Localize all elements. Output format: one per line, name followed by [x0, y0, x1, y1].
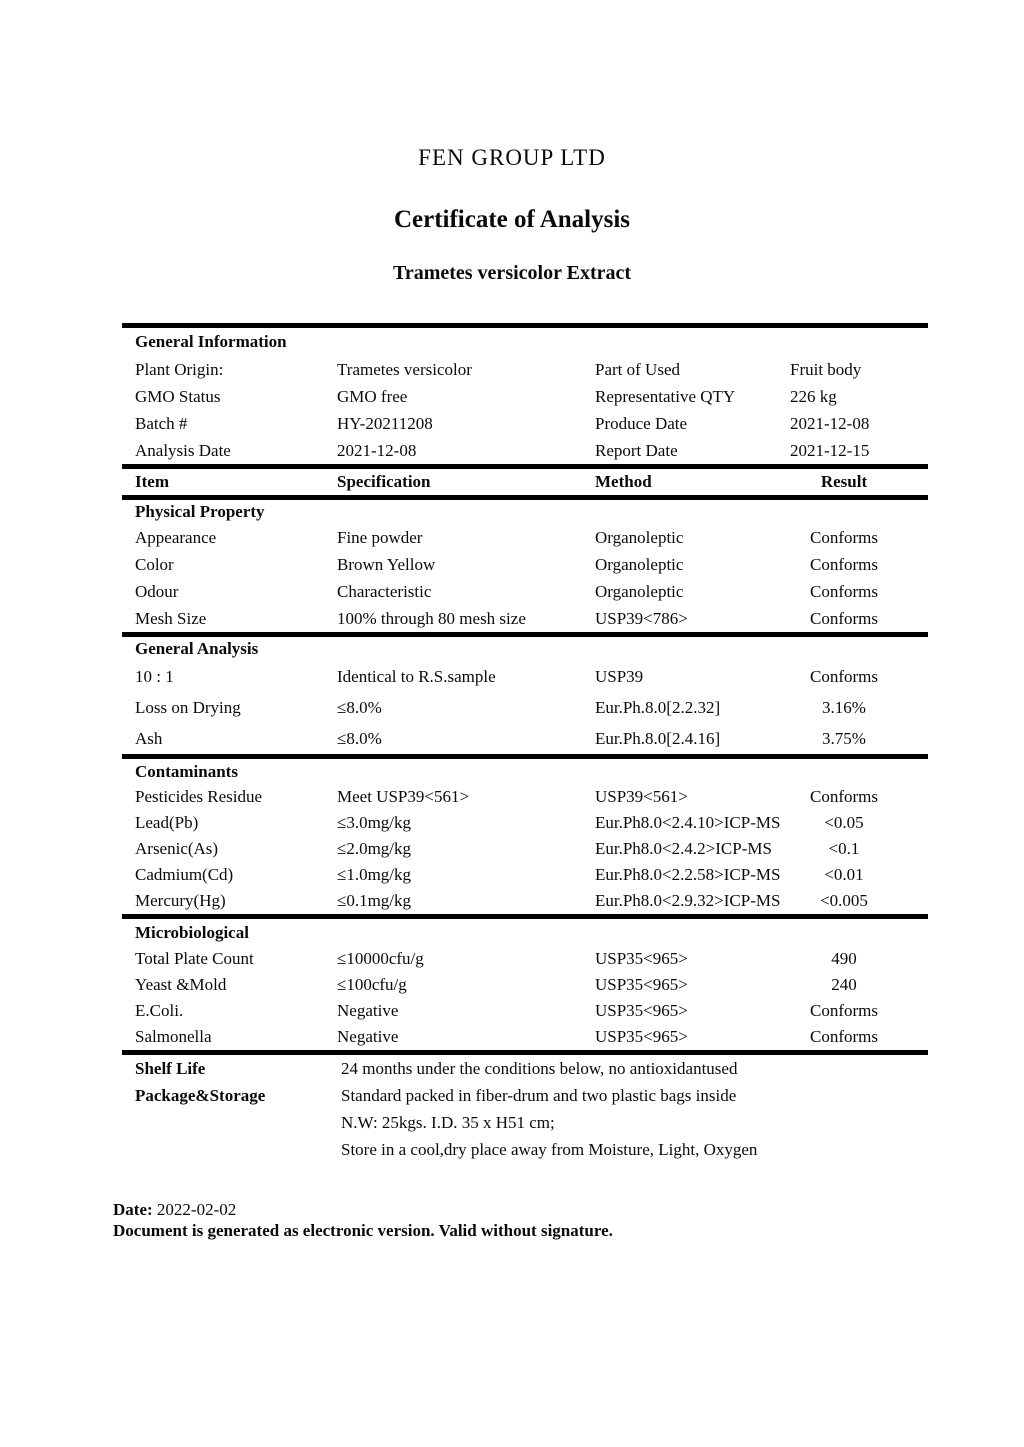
info-value: 226 kg	[790, 386, 837, 406]
table-row	[122, 551, 928, 578]
method-cell: USP35<965>	[595, 1027, 688, 1046]
spec-cell: ≤2.0mg/kg	[337, 839, 412, 858]
spec-cell: Negative	[337, 1001, 399, 1020]
method-cell: Eur.Ph8.0<2.2.58>ICP-MS	[595, 865, 781, 884]
validity-note: Document is generated as electronic version. Valid without signature.	[113, 1221, 613, 1240]
table-row	[122, 946, 928, 972]
spec-cell: Negative	[337, 1027, 399, 1046]
info-value: Trametes versicolor	[337, 359, 472, 379]
result-cell: <0.005	[820, 891, 868, 910]
table-row	[122, 524, 928, 551]
section-title-general-information: General Information	[135, 332, 287, 351]
company-name: FEN GROUP LTD	[418, 145, 606, 170]
info-value: 2021-12-15	[790, 440, 870, 460]
method-cell: Eur.Ph.8.0[2.4.16]	[595, 728, 721, 748]
item-cell: Cadmium(Cd)	[135, 865, 234, 884]
table-row	[122, 998, 928, 1024]
result-cell: Conforms	[810, 1027, 878, 1046]
spec-cell: ≤1.0mg/kg	[337, 865, 412, 884]
table-row	[122, 784, 928, 810]
method-cell: Eur.Ph.8.0[2.2.32]	[595, 697, 721, 717]
result-cell: Conforms	[810, 608, 878, 628]
info-label: Analysis Date	[135, 440, 231, 460]
general-info-row	[122, 410, 928, 437]
info-value: HY-20211208	[337, 413, 433, 433]
info-value: 2021-12-08	[337, 440, 417, 460]
info-label: GMO Status	[135, 386, 221, 406]
package-storage-row	[122, 1082, 928, 1109]
footer	[113, 1199, 1024, 1241]
method-cell: USP39	[595, 666, 644, 686]
info-label: Produce Date	[595, 413, 688, 433]
column-header-method: Method	[595, 472, 652, 491]
result-cell: Conforms	[810, 1001, 878, 1020]
table-row	[122, 972, 928, 998]
date-label: Date:	[113, 1200, 153, 1219]
item-cell: Total Plate Count	[135, 949, 254, 968]
item-cell: Mercury(Hg)	[135, 891, 226, 910]
spec-cell: Characteristic	[337, 581, 432, 601]
method-cell: Eur.Ph8.0<2.4.2>ICP-MS	[595, 839, 772, 858]
general-info-row	[122, 437, 928, 464]
item-cell: Salmonella	[135, 1027, 212, 1046]
table-row	[122, 723, 928, 754]
method-cell: USP35<965>	[595, 1001, 688, 1020]
info-label: Report Date	[595, 440, 678, 460]
product-name: Trametes versicolor Extract	[392, 262, 632, 284]
info-label: Plant Origin:	[135, 359, 224, 379]
package-storage-line: Standard packed in fiber-drum and two plastic bags inside	[341, 1085, 737, 1105]
result-cell: Conforms	[810, 787, 878, 806]
item-cell: Arsenic(As)	[135, 839, 219, 858]
method-cell: USP35<965>	[595, 949, 688, 968]
item-cell: Yeast &Mold	[135, 975, 227, 994]
method-cell: USP39<561>	[595, 787, 688, 806]
result-cell: 490	[831, 949, 857, 968]
spec-cell: ≤8.0%	[337, 728, 382, 748]
item-cell: Loss on Drying	[135, 697, 241, 717]
table-row	[122, 1024, 928, 1050]
result-cell: 3.16%	[822, 697, 866, 717]
shelf-life-row	[122, 1055, 928, 1082]
package-storage-row	[122, 1109, 928, 1136]
general-info-row	[122, 356, 928, 383]
document-title: Certificate of Analysis	[393, 206, 631, 233]
spec-cell: Brown Yellow	[337, 554, 436, 574]
item-cell: Ash	[135, 728, 163, 748]
general-info-row	[122, 383, 928, 410]
item-cell: Pesticides Residue	[135, 787, 263, 806]
result-cell: Conforms	[810, 554, 878, 574]
coa-table	[122, 323, 928, 1163]
section-title-contaminants: Contaminants	[135, 761, 238, 781]
item-cell: Odour	[135, 581, 179, 601]
result-cell: Conforms	[810, 666, 878, 686]
date-line	[113, 1199, 1024, 1220]
result-cell: Conforms	[810, 527, 878, 547]
spec-cell: ≤3.0mg/kg	[337, 813, 412, 832]
date-value: 2022-02-02	[156, 1200, 237, 1219]
spec-cell: Fine powder	[337, 527, 423, 547]
info-label: Part of Used	[595, 359, 680, 379]
table-row	[122, 862, 928, 888]
spec-cell: Meet USP39<561>	[337, 787, 470, 806]
column-header-row	[122, 469, 928, 495]
item-cell: E.Coli.	[135, 1001, 184, 1020]
package-storage-label: Package&Storage	[135, 1085, 266, 1105]
shelf-life-label: Shelf Life	[135, 1058, 206, 1078]
info-value: Fruit body	[790, 359, 862, 379]
table-row	[122, 661, 928, 692]
item-cell: Color	[135, 554, 174, 574]
item-cell: Appearance	[135, 527, 217, 547]
item-cell: Lead(Pb)	[135, 813, 199, 832]
method-cell: Eur.Ph8.0<2.4.10>ICP-MS	[595, 813, 781, 832]
method-cell: Organoleptic	[595, 581, 684, 601]
package-storage-line: Store in a cool,dry place away from Moisture, Light, Oxygen	[341, 1139, 758, 1159]
info-value: GMO free	[337, 386, 408, 406]
method-cell: USP35<965>	[595, 975, 688, 994]
spec-cell: ≤100cfu/g	[337, 975, 407, 994]
spec-cell: 100% through 80 mesh size	[337, 608, 526, 628]
section-title-microbiological: Microbiological	[135, 922, 249, 942]
table-row	[122, 836, 928, 862]
section-title-general-analysis: General Analysis	[135, 639, 259, 658]
item-cell: Mesh Size	[135, 608, 207, 628]
result-cell: 3.75%	[822, 728, 866, 748]
column-header-result: Result	[820, 472, 868, 491]
shelf-life-value: 24 months under the conditions below, no antioxidantused	[341, 1058, 738, 1078]
section-title-physical-property: Physical Property	[135, 502, 265, 521]
info-label: Batch #	[135, 413, 188, 433]
spec-cell: Identical to R.S.sample	[337, 666, 496, 686]
package-storage-row	[122, 1136, 928, 1163]
result-cell: <0.01	[824, 865, 864, 884]
table-row	[122, 605, 928, 632]
table-row	[122, 578, 928, 605]
column-header-specification: Specification	[337, 472, 431, 491]
result-cell: 240	[831, 975, 857, 994]
method-cell: Organoleptic	[595, 527, 684, 547]
spec-cell: ≤0.1mg/kg	[337, 891, 412, 910]
method-cell: Organoleptic	[595, 554, 684, 574]
result-cell: <0.05	[824, 813, 864, 832]
spec-cell: ≤10000cfu/g	[337, 949, 424, 968]
method-cell: Eur.Ph8.0<2.9.32>ICP-MS	[595, 891, 781, 910]
info-value: 2021-12-08	[790, 413, 870, 433]
table-row	[122, 692, 928, 723]
spec-cell: ≤8.0%	[337, 697, 382, 717]
package-storage-line: N.W: 25kgs. I.D. 35 x H51 cm;	[341, 1112, 555, 1132]
table-row	[122, 810, 928, 836]
result-cell: <0.1	[828, 839, 860, 858]
info-label: Representative QTY	[595, 386, 736, 406]
column-header-item: Item	[135, 472, 169, 491]
result-cell: Conforms	[810, 581, 878, 601]
item-cell: 10 : 1	[135, 666, 174, 686]
table-row	[122, 888, 928, 914]
method-cell: USP39<786>	[595, 608, 688, 628]
